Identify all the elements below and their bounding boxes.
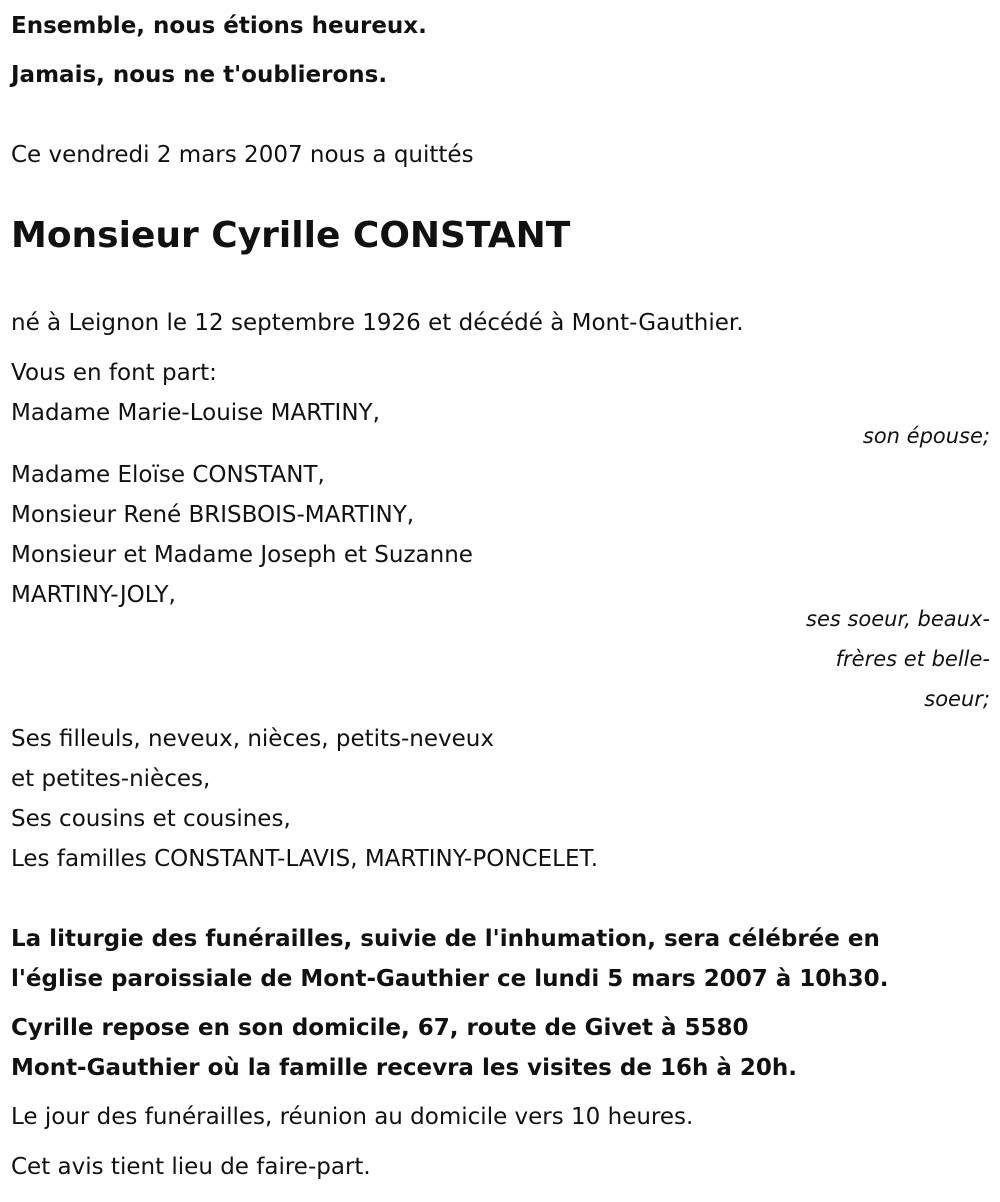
funeral-info-line: La liturgie des funérailles, suivie de l'inhumation, sera célébrée en: [11, 926, 880, 952]
relatives-line: Ses filleuls, neveux, nièces, petits-neveux: [11, 726, 494, 752]
family-name: Madame Eloïse CONSTANT,: [11, 462, 325, 488]
announcers-intro: Vous en font part:: [11, 360, 217, 386]
family-name: Monsieur et Madame Joseph et Suzanne: [11, 542, 473, 568]
family-name: Monsieur René BRISBOIS-MARTINY,: [11, 502, 415, 528]
relation-label: son épouse;: [862, 424, 990, 448]
family-name: MARTINY-JOLY,: [11, 582, 176, 608]
rest-info-line: Mont-Gauthier où la famille recevra les visites de 16h à 20h.: [11, 1055, 797, 1081]
relation-label: ses soeur, beaux-: [806, 607, 990, 631]
relatives-line: Ses cousins et cousines,: [11, 806, 291, 832]
rest-info-line: Cyrille repose en son domicile, 67, route de Givet à 5580: [11, 1015, 749, 1041]
funeral-info-line: l'église paroissiale de Mont-Gauthier ce lundi 5 mars 2007 à 10h30.: [11, 966, 889, 992]
relatives-line: Les familles CONSTANT-LAVIS, MARTINY-PONCELET.: [11, 846, 599, 872]
relation-label: frères et belle-: [835, 647, 990, 671]
deceased-name: Monsieur Cyrille CONSTANT: [11, 215, 571, 256]
epigraph-line-2: Jamais, nous ne t'oublierons.: [11, 62, 388, 88]
family-name: Madame Marie-Louise MARTINY,: [11, 400, 380, 426]
intro-text: Ce vendredi 2 mars 2007 nous a quittés: [11, 142, 474, 168]
epigraph-line-1: Ensemble, nous étions heureux.: [11, 13, 427, 39]
birth-death-line: né à Leignon le 12 septembre 1926 et décédé à Mont-Gauthier.: [11, 310, 744, 336]
relatives-line: et petites-nièces,: [11, 766, 211, 792]
closing-text: Cet avis tient lieu de faire-part.: [11, 1154, 371, 1180]
relation-label: soeur;: [924, 687, 990, 711]
meeting-info: Le jour des funérailles, réunion au domicile vers 10 heures.: [11, 1104, 694, 1130]
